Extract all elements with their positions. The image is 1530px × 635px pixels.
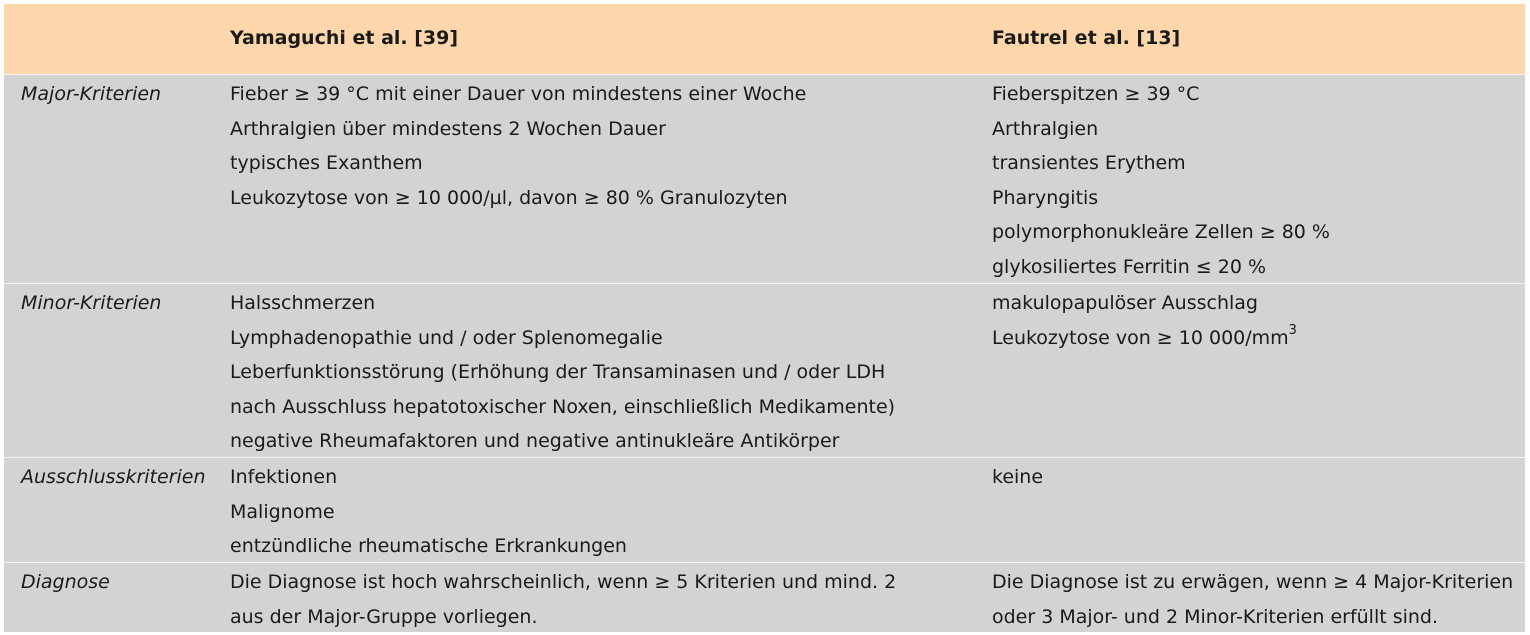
cell-line: Arthralgien über mindestens 2 Wochen Dauer xyxy=(230,117,666,140)
yamaguchi-major-cell xyxy=(230,77,806,215)
cell-line: Arthralgien xyxy=(992,117,1099,140)
row-label-diagnosis: Diagnose xyxy=(21,571,110,593)
yamaguchi-minor-cell xyxy=(230,286,895,459)
cell-line: oder 3 Major- und 2 Minor-Kriterien erfüllt sind. xyxy=(992,605,1439,628)
cell-line: Fieberspitzen ≥ 39 °C xyxy=(992,83,1200,105)
cell-line: glykosiliertes Ferritin ≤ 20 % xyxy=(992,255,1267,278)
yamaguchi-diagnosis-cell xyxy=(230,565,896,634)
cell-line: Malignome xyxy=(230,500,335,523)
fautrel-minor-cell xyxy=(992,286,1297,355)
cell-line: entzündliche rheumatische Erkrankungen xyxy=(230,535,627,558)
row-label-exclusion: Ausschlusskriterien xyxy=(21,466,206,488)
cell-line xyxy=(992,321,1297,356)
cell-text: Leukozytose von ≥ 10 000/mm xyxy=(992,326,1289,349)
yamaguchi-exclusion-cell xyxy=(230,460,627,564)
header-fautrel: Fautrel et al. [13] xyxy=(992,27,1181,49)
cell-line: Lymphadenopathie und / oder Splenomegalie xyxy=(230,326,663,349)
row-exclusion-criteria xyxy=(4,457,1525,562)
cell-line: Fieber ≥ 39 °C mit einer Dauer von mindestens einer Woche xyxy=(230,83,807,105)
cell-line: Halsschmerzen xyxy=(230,292,376,314)
cell-line: Die Diagnose ist zu erwägen, wenn ≥ 4 Major-Kriterien xyxy=(992,571,1514,593)
cell-line: Leberfunktionsstörung (Erhöhung der Transaminasen und / oder LDH xyxy=(230,361,886,384)
row-major-criteria xyxy=(4,74,1525,283)
cell-line: negative Rheumafaktoren und negative antinukleäre Antikörper xyxy=(230,430,840,453)
cell-line: Die Diagnose ist hoch wahrscheinlich, wenn ≥ 5 Kriterien und mind. 2 xyxy=(230,571,897,593)
cell-line: nach Ausschluss hepatotoxischer Noxen, einschließlich Medikamente) xyxy=(230,395,896,418)
cell-line: aus der Major-Gruppe vorliegen. xyxy=(230,605,538,628)
table-header xyxy=(4,4,1525,74)
cell-line: Pharyngitis xyxy=(992,186,1099,209)
fautrel-major-cell xyxy=(992,77,1330,285)
header-yamaguchi: Yamaguchi et al. [39] xyxy=(230,27,459,49)
row-label-minor: Minor-Kriterien xyxy=(21,292,162,314)
fautrel-exclusion-cell xyxy=(992,460,1043,495)
row-diagnosis xyxy=(4,562,1525,632)
cell-line: transientes Erythem xyxy=(992,152,1186,175)
cell-line: Infektionen xyxy=(230,466,338,488)
cell-line: Leukozytose von ≥ 10 000/µl, davon ≥ 80 % Granulozyten xyxy=(230,186,788,209)
cell-line: keine xyxy=(992,466,1044,488)
row-minor-criteria xyxy=(4,283,1525,457)
criteria-table xyxy=(4,4,1525,632)
row-label-major: Major-Kriterien xyxy=(21,83,162,105)
fautrel-diagnosis-cell xyxy=(992,565,1513,634)
cell-line: makulopapulöser Ausschlag xyxy=(992,292,1258,314)
superscript: 3 xyxy=(1288,323,1297,339)
cell-line: typisches Exanthem xyxy=(230,152,423,175)
cell-line: polymorphonukleäre Zellen ≥ 80 % xyxy=(992,221,1330,244)
